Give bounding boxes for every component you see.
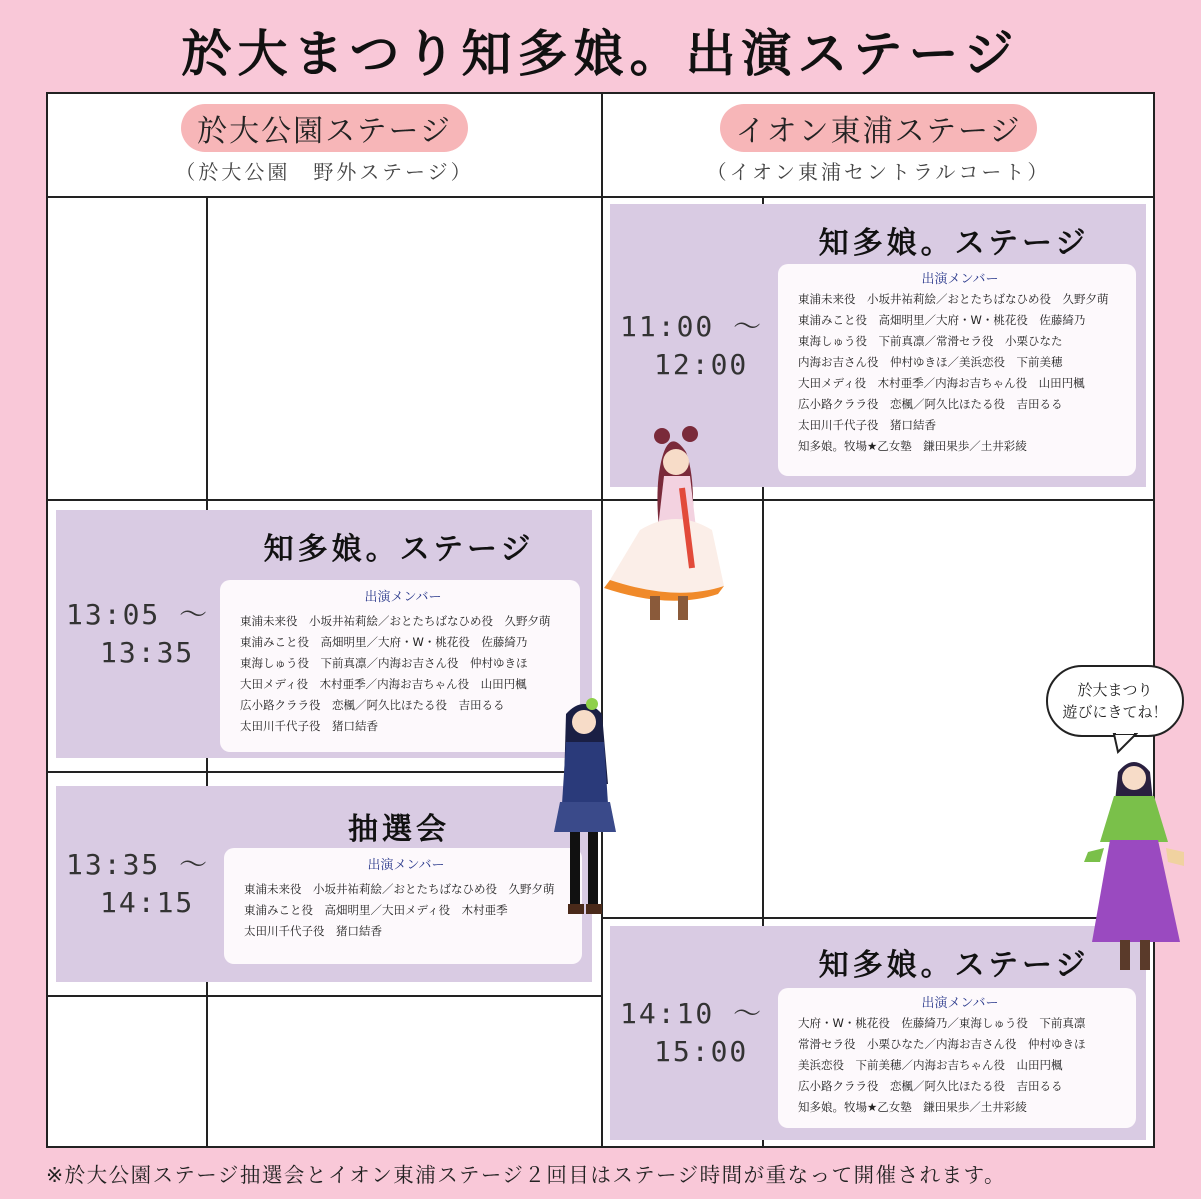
member-line: 大田メディ役 木村亜季／内海お吉ちゃん役 山田円楓 — [240, 677, 527, 691]
member-line: 常滑セラ役 小栗ひなた／内海お吉さん役 仲村ゆきほ — [798, 1037, 1086, 1051]
stage-venue: （イオン東浦セントラルコート） — [706, 160, 1051, 184]
character-illustration-hakama — [1080, 752, 1192, 982]
footnote: ※於大公園ステージ抽選会とイオン東浦ステージ２回目はステージ時間が重なって開催されます。 — [46, 1163, 1006, 1187]
time-start: 13:05 ～ — [66, 598, 210, 631]
member-card — [778, 264, 1136, 476]
slot-left-2 — [56, 786, 592, 982]
time-end: 15:00 — [654, 1035, 749, 1068]
speech-bubble — [1046, 665, 1184, 737]
member-header: 出演メンバー — [921, 272, 999, 287]
time-start: 14:10 ～ — [620, 997, 764, 1030]
time-start: 13:35 ～ — [66, 848, 210, 881]
left-row-divider-2 — [48, 771, 601, 773]
stage-venue: （於大公園 野外ステージ） — [175, 160, 474, 184]
member-line: 大府・W・桃花役 佐藤綺乃／東海しゅう役 下前真凛 — [798, 1016, 1086, 1030]
member-line: 太田川千代子役 猪口結香 — [244, 924, 382, 938]
right-row-divider-2 — [601, 917, 1153, 919]
member-line: 太田川千代子役 猪口結香 — [798, 418, 936, 432]
member-line: 広小路クララ役 恋楓／阿久比ほたる役 吉田るる — [240, 698, 505, 712]
left-row-divider-1 — [48, 499, 601, 501]
character-illustration-student — [546, 694, 626, 926]
member-line: 東海しゅう役 下前真凛／常滑セラ役 小栗ひなた — [798, 334, 1063, 348]
page-title: 於大まつり知多娘。出演ステージ — [181, 25, 1020, 83]
slot-time — [56, 510, 210, 758]
member-card — [778, 988, 1136, 1128]
member-line: 広小路クララ役 恋楓／阿久比ほたる役 吉田るる — [798, 1079, 1063, 1093]
member-line: 知多娘。牧場★乙女塾 鎌田果歩／土井彩綾 — [798, 439, 1027, 453]
member-line: 美浜恋役 下前美穂／内海お吉ちゃん役 山田円楓 — [798, 1058, 1063, 1072]
bubble-line: 於大まつり — [1077, 681, 1153, 699]
member-line: 広小路クララ役 恋楓／阿久比ほたる役 吉田るる — [798, 397, 1063, 411]
stage-header-right — [602, 94, 1155, 196]
slot-title: 知多娘。ステージ — [818, 226, 1090, 261]
slot-time — [610, 926, 764, 1140]
time-end: 14:15 — [100, 886, 195, 919]
stage-name: 於大公園ステージ — [181, 104, 468, 152]
slot-title: 知多娘。ステージ — [263, 532, 535, 567]
speech-bubble-tail — [1112, 732, 1138, 754]
member-line: 大田メディ役 木村亜季／内海お吉ちゃん役 山田円楓 — [798, 376, 1085, 390]
member-header: 出演メンバー — [364, 590, 442, 605]
slot-title: 抽選会 — [348, 812, 450, 847]
stage-header-left — [48, 94, 601, 196]
member-line: 東浦みこと役 高畑明里／大府・W・桃花役 佐藤綺乃 — [798, 313, 1086, 327]
member-header: 出演メンバー — [367, 858, 445, 873]
member-line: 東海しゅう役 下前真凛／内海お吉さん役 仲村ゆきほ — [240, 656, 528, 670]
slot-time — [56, 786, 210, 982]
slot-right-2 — [610, 926, 1146, 1140]
slot-left-1 — [56, 510, 592, 758]
member-header: 出演メンバー — [921, 996, 999, 1011]
member-line: 東浦みこと役 高畑明里／大府・W・桃花役 佐藤綺乃 — [240, 635, 528, 649]
member-line: 内海お吉さん役 仲村ゆきほ／美浜恋役 下前美穂 — [798, 355, 1063, 369]
time-end: 12:00 — [654, 347, 749, 381]
stage-name: イオン東浦ステージ — [720, 104, 1038, 152]
time-end: 13:35 — [100, 636, 195, 669]
member-line: 知多娘。牧場★乙女塾 鎌田果歩／土井彩綾 — [798, 1100, 1027, 1114]
bubble-line: 遊びにきてね！ — [1062, 703, 1168, 721]
member-line: 東浦未来役 小坂井祐莉絵／おとたちばなひめ役 久野夕萌 — [240, 614, 551, 628]
member-line: 太田川千代子役 猪口結香 — [240, 719, 378, 733]
character-illustration-princess — [600, 418, 750, 628]
time-start: 11:00 ～ — [620, 309, 764, 343]
slot-title: 知多娘。ステージ — [818, 948, 1090, 983]
member-line: 東浦未来役 小坂井祐莉絵／おとたちばなひめ役 久野夕萌 — [244, 882, 555, 896]
member-card — [220, 580, 580, 752]
left-row-divider-3 — [48, 995, 601, 997]
member-card — [224, 848, 582, 964]
member-line: 東浦未来役 小坂井祐莉絵／おとたちばなひめ役 久野夕萌 — [798, 292, 1109, 306]
member-line: 東浦みこと役 高畑明里／大田メディ役 木村亜季 — [244, 903, 508, 917]
header-divider — [48, 196, 1153, 198]
